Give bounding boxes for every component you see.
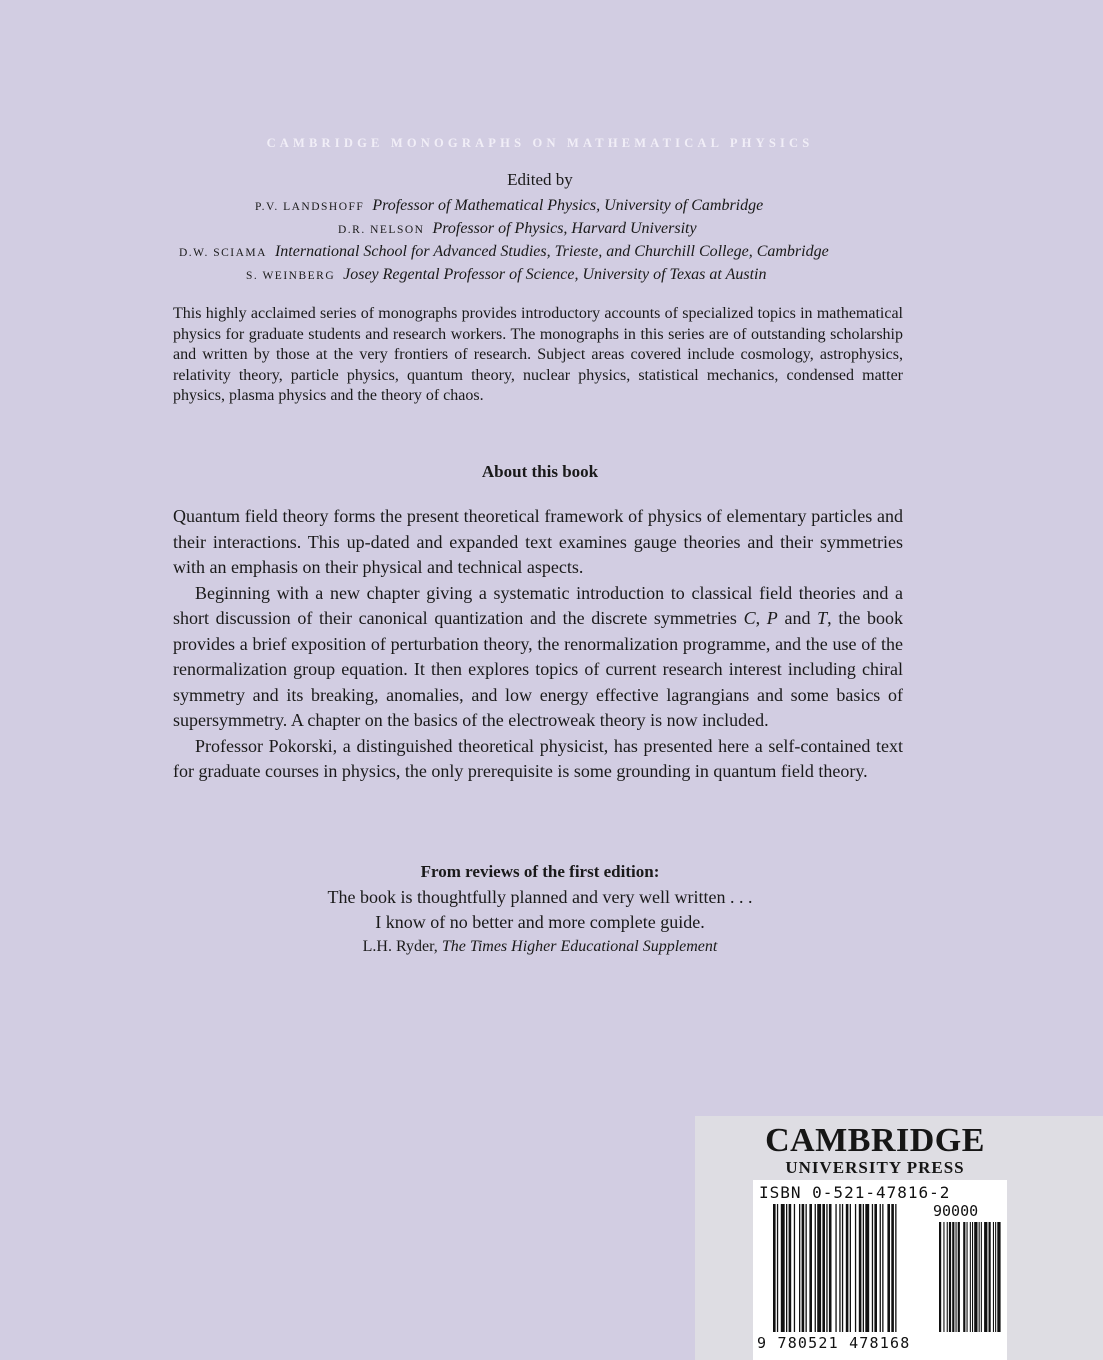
reviewer-name: L.H. Ryder,: [362, 938, 438, 955]
barcode-addon-bar: [958, 1222, 960, 1332]
barcode-addon-bar: [939, 1222, 941, 1332]
barcode-addon-bar: [997, 1222, 1000, 1332]
review-quote-line-2: I know of no better and more complete guide.: [375, 912, 705, 932]
about-paragraph-1: Quantum field theory forms the present theoretical framework of physics of elementary particles and their interactions. This up-dated and expanded text examines gauge theories and their symmetries with an emphasis on their physical and technical aspects.: [173, 506, 903, 577]
barcode-bar: [826, 1204, 827, 1332]
series-description: This highly acclaimed series of monographs provides introductory accounts of specialized topics in mathematical physics for graduate students and research workers. The monographs in this series are of outstanding scholarship and written by those at the very frontiers of research. Subject areas covered include cosmology, astrophysics, relativity theory, particle physics, quantum theory, nuclear physics, statistical mechanics, condensed matter physics, plasma physics and the theory of chaos.: [173, 305, 903, 405]
isbn-number: ISBN 0-521-47816-2: [759, 1183, 951, 1202]
editor-nelson: [338, 220, 697, 242]
barcode-bar: [822, 1204, 825, 1332]
barcode-bar: [817, 1204, 821, 1332]
publisher-logo-name: CAMBRIDGE: [765, 1122, 985, 1159]
editor-name: D.W. SCIAMA: [179, 247, 267, 259]
barcode-bar: [874, 1204, 877, 1332]
barcode-addon-bar: [970, 1222, 971, 1332]
barcode-bar: [806, 1204, 807, 1332]
barcode-bar: [846, 1204, 849, 1332]
editor-name: P.V. LANDSHOFF: [255, 201, 365, 213]
barcode-addon-bar: [989, 1222, 991, 1332]
barcode-bar: [880, 1204, 881, 1332]
barcode-addon-bar: [963, 1222, 965, 1332]
barcode-bar: [794, 1204, 795, 1332]
barcode-addon-bar: [984, 1222, 987, 1332]
barcode-bar: [799, 1204, 800, 1332]
barcode-addon-bar: [956, 1222, 957, 1332]
barcode-addon-bar: [949, 1222, 951, 1332]
review-publication: The Times Higher Educational Supplement: [441, 938, 718, 955]
about-paragraph-2: Beginning with a new chapter giving a systematic introduction to classical field theories and a short discussion of their canonical quantization and the discrete symmetries C, P and T, the book provides a brief exposition of perturbation theory, the renormalization programme, and the use of the renormalization group equation. It then explores topics of current research interest including chiral symmetry and its breaking, anomalies, and low energy effective lagrangians and some basics of supersymmetry. A chapter on the basics of the electroweak theory is now included.: [173, 582, 903, 730]
barcode-bar: [802, 1204, 805, 1332]
editor-landshoff: [255, 197, 763, 219]
editor-weinberg: [246, 266, 766, 288]
barcode-bar: [859, 1204, 862, 1332]
editor-role: International School for Advanced Studies, Trieste, and Churchill College, Cambridge: [274, 243, 829, 260]
barcode-bar: [815, 1204, 816, 1332]
barcode-bar: [839, 1204, 840, 1332]
about-text: [173, 504, 903, 785]
ean-number: 9 780521 478168: [757, 1334, 911, 1352]
edited-by-label: Edited by: [507, 170, 573, 189]
editor-role: Josey Regental Professor of Science, University of Texas at Austin: [343, 266, 767, 283]
barcode-label: [753, 1180, 1007, 1360]
barcode-bar: [789, 1204, 792, 1332]
barcode-bar: [882, 1204, 883, 1332]
editor-role: Professor of Mathematical Physics, University of Cambridge: [372, 197, 764, 214]
barcode-addon-bar: [972, 1222, 973, 1332]
barcode-addon-bar: [952, 1222, 954, 1332]
barcode-bar: [829, 1204, 832, 1332]
barcode-addon-bar: [967, 1222, 968, 1332]
editor-role: Professor of Physics, Harvard University: [432, 220, 697, 237]
about-paragraph-3: Professor Pokorski, a distinguished theoretical physicist, has presented here a self-contained text for graduate courses in physics, the only prerequisite is some grounding in quantum field theory.: [173, 735, 903, 781]
reviews-heading: From reviews of the first edition:: [420, 862, 660, 881]
barcode-bar: [863, 1204, 864, 1332]
barcode-bar: [842, 1204, 843, 1332]
barcode-bar: [865, 1204, 869, 1332]
barcode-bar: [872, 1204, 873, 1332]
barcode-bar: [887, 1204, 890, 1332]
barcode-bar: [781, 1204, 785, 1332]
barcode-addon-bar: [947, 1222, 948, 1332]
series-title: CAMBRIDGE MONOGRAPHS ON MATHEMATICAL PHYSICS: [266, 136, 814, 150]
barcode-bar: [855, 1204, 856, 1332]
editor-name: D.R. NELSON: [338, 224, 425, 236]
barcode-bar: [891, 1204, 894, 1332]
barcode-bar: [850, 1204, 851, 1332]
barcode-bar: [786, 1204, 787, 1332]
review-quote-line-1: The book is thoughtfully planned and very well written . . .: [327, 887, 753, 907]
barcode-addon-bar: [974, 1222, 977, 1332]
editor-sciama: [179, 243, 829, 265]
barcode-addon-bar: [943, 1222, 944, 1332]
about-heading: About this book: [481, 462, 599, 481]
barcode-icon: [773, 1204, 1003, 1332]
barcode-addon-bar: [981, 1222, 982, 1332]
barcode-bar: [895, 1204, 896, 1332]
barcode-addon-bar: [979, 1222, 980, 1332]
barcode-addon-bar: [993, 1222, 994, 1332]
barcode-bar: [809, 1204, 812, 1332]
publisher-panel: [695, 1116, 1103, 1360]
barcode-bar: [835, 1204, 836, 1332]
barcode-bar: [777, 1204, 778, 1332]
price-code: 90000: [933, 1202, 979, 1220]
barcode-addon-bar: [995, 1222, 996, 1332]
editor-name: S. WEINBERG: [246, 270, 336, 282]
publisher-logo-subtitle: UNIVERSITY PRESS: [785, 1158, 965, 1177]
review-source: [0, 938, 1080, 956]
barcode-bar: [773, 1204, 776, 1332]
